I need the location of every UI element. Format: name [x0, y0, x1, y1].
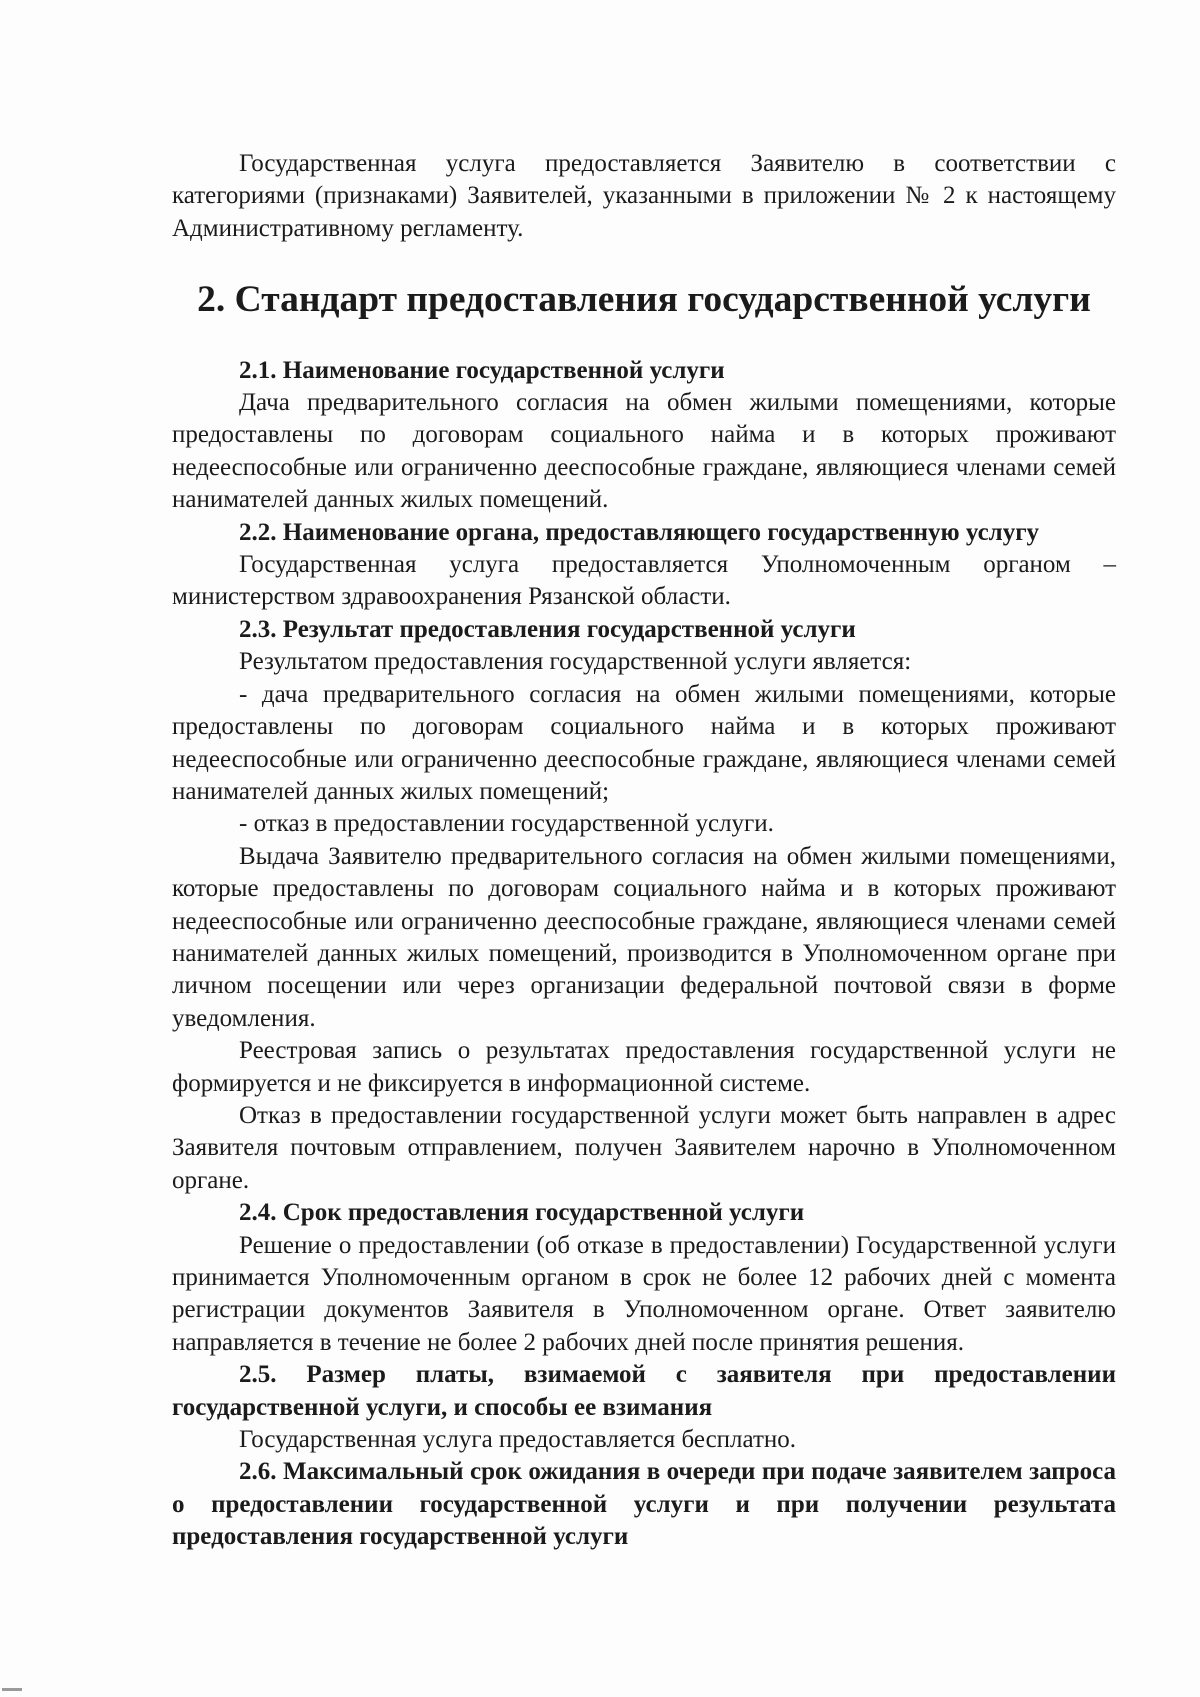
- subsection-2-6-title: 2.6. Максимальный срок ожидания в очереди при подаче заявителем запроса о предоставлении государственной услуги и при получении результата предоставления государственной услуги: [172, 1458, 1116, 1551]
- section-title: 2. Стандарт предоставления государственной услуги: [197, 279, 1091, 321]
- subsection-2-3-paragraph-5: Реестровая запись о результатах предоставления государственной услуги не формируется и не фиксируется в информационной системе.: [172, 1037, 1116, 1097]
- subsection-2-1-title: 2.1. Наименование государственной услуги: [239, 356, 725, 384]
- subsection-2-5-title: 2.5. Размер платы, взимаемой с заявителя при предоставлении государственной услуги, и способы ее взимания: [172, 1361, 1116, 1421]
- subsection-2-4-text: Решение о предоставлении (об отказе в предоставлении) Государственной услуги принимается Уполномоченным органом в срок не более 12 рабочих дней с момента регистрации документов Заявителя в Уполномоченном органе. Ответ заявителю направляется в течение не более 2 рабочих дней после принятия решения.: [172, 1231, 1116, 1356]
- subsection-2-3-paragraph-2: - дача предварительного согласия на обмен жилыми помещениями, которые предоставлены по договорам социального найма и в которых проживают недееспособные или ограниченно дееспособные граждане, являющиеся членами семей нанимателей данных жилых помещений;: [172, 680, 1116, 805]
- subsection-2-3-paragraph-6: Отказ в предоставлении государственной услуги может быть направлен в адрес Заявителя почтовым отправлением, получен Заявителем нарочно в Уполномоченном органе.: [172, 1101, 1116, 1194]
- scan-edge-mark: [2, 1688, 22, 1691]
- subsection-2-3-paragraph-4: Выдача Заявителю предварительного согласия на обмен жилыми помещениями, которые предоставлены по договорам социального найма и в которых проживают недееспособные или ограниченно дееспособные граждане, являющиеся членами семей нанимателей данных жилых помещений, производится в Уполномоченном органе при личном посещении или через организации федеральной почтовой связи в форме уведомления.: [172, 842, 1116, 1032]
- subsection-2-4-title: 2.4. Срок предоставления государственной услуги: [239, 1199, 805, 1227]
- subsection-2-2-text: Государственная услуга предоставляется Уполномоченным органом – министерством здравоохранения Рязанской области.: [172, 551, 1116, 611]
- subsection-2-3-title: 2.3. Результат предоставления государственной услуги: [239, 615, 856, 643]
- subsection-2-2-title: 2.2. Наименование органа, предоставляющего государственную услугу: [239, 518, 1040, 546]
- subsection-2-3-paragraph-1: Результатом предоставления государственной услуги является:: [239, 648, 912, 676]
- subsection-2-5-text: Государственная услуга предоставляется бесплатно.: [239, 1426, 797, 1454]
- subsection-2-3-paragraph-3: - отказ в предоставлении государственной услуги.: [239, 810, 774, 838]
- subsection-2-1-text: Дача предварительного согласия на обмен жилыми помещениями, которые предоставлены по договорам социального найма и в которых проживают недееспособные или ограниченно дееспособные граждане, являющиеся членами семей нанимателей данных жилых помещений.: [172, 389, 1116, 514]
- intro-paragraph: Государственная услуга предоставляется Заявителю в соответствии с категориями (признаками) Заявителей, указанными в приложении № 2 к настоящему Административному регламенту.: [172, 150, 1116, 242]
